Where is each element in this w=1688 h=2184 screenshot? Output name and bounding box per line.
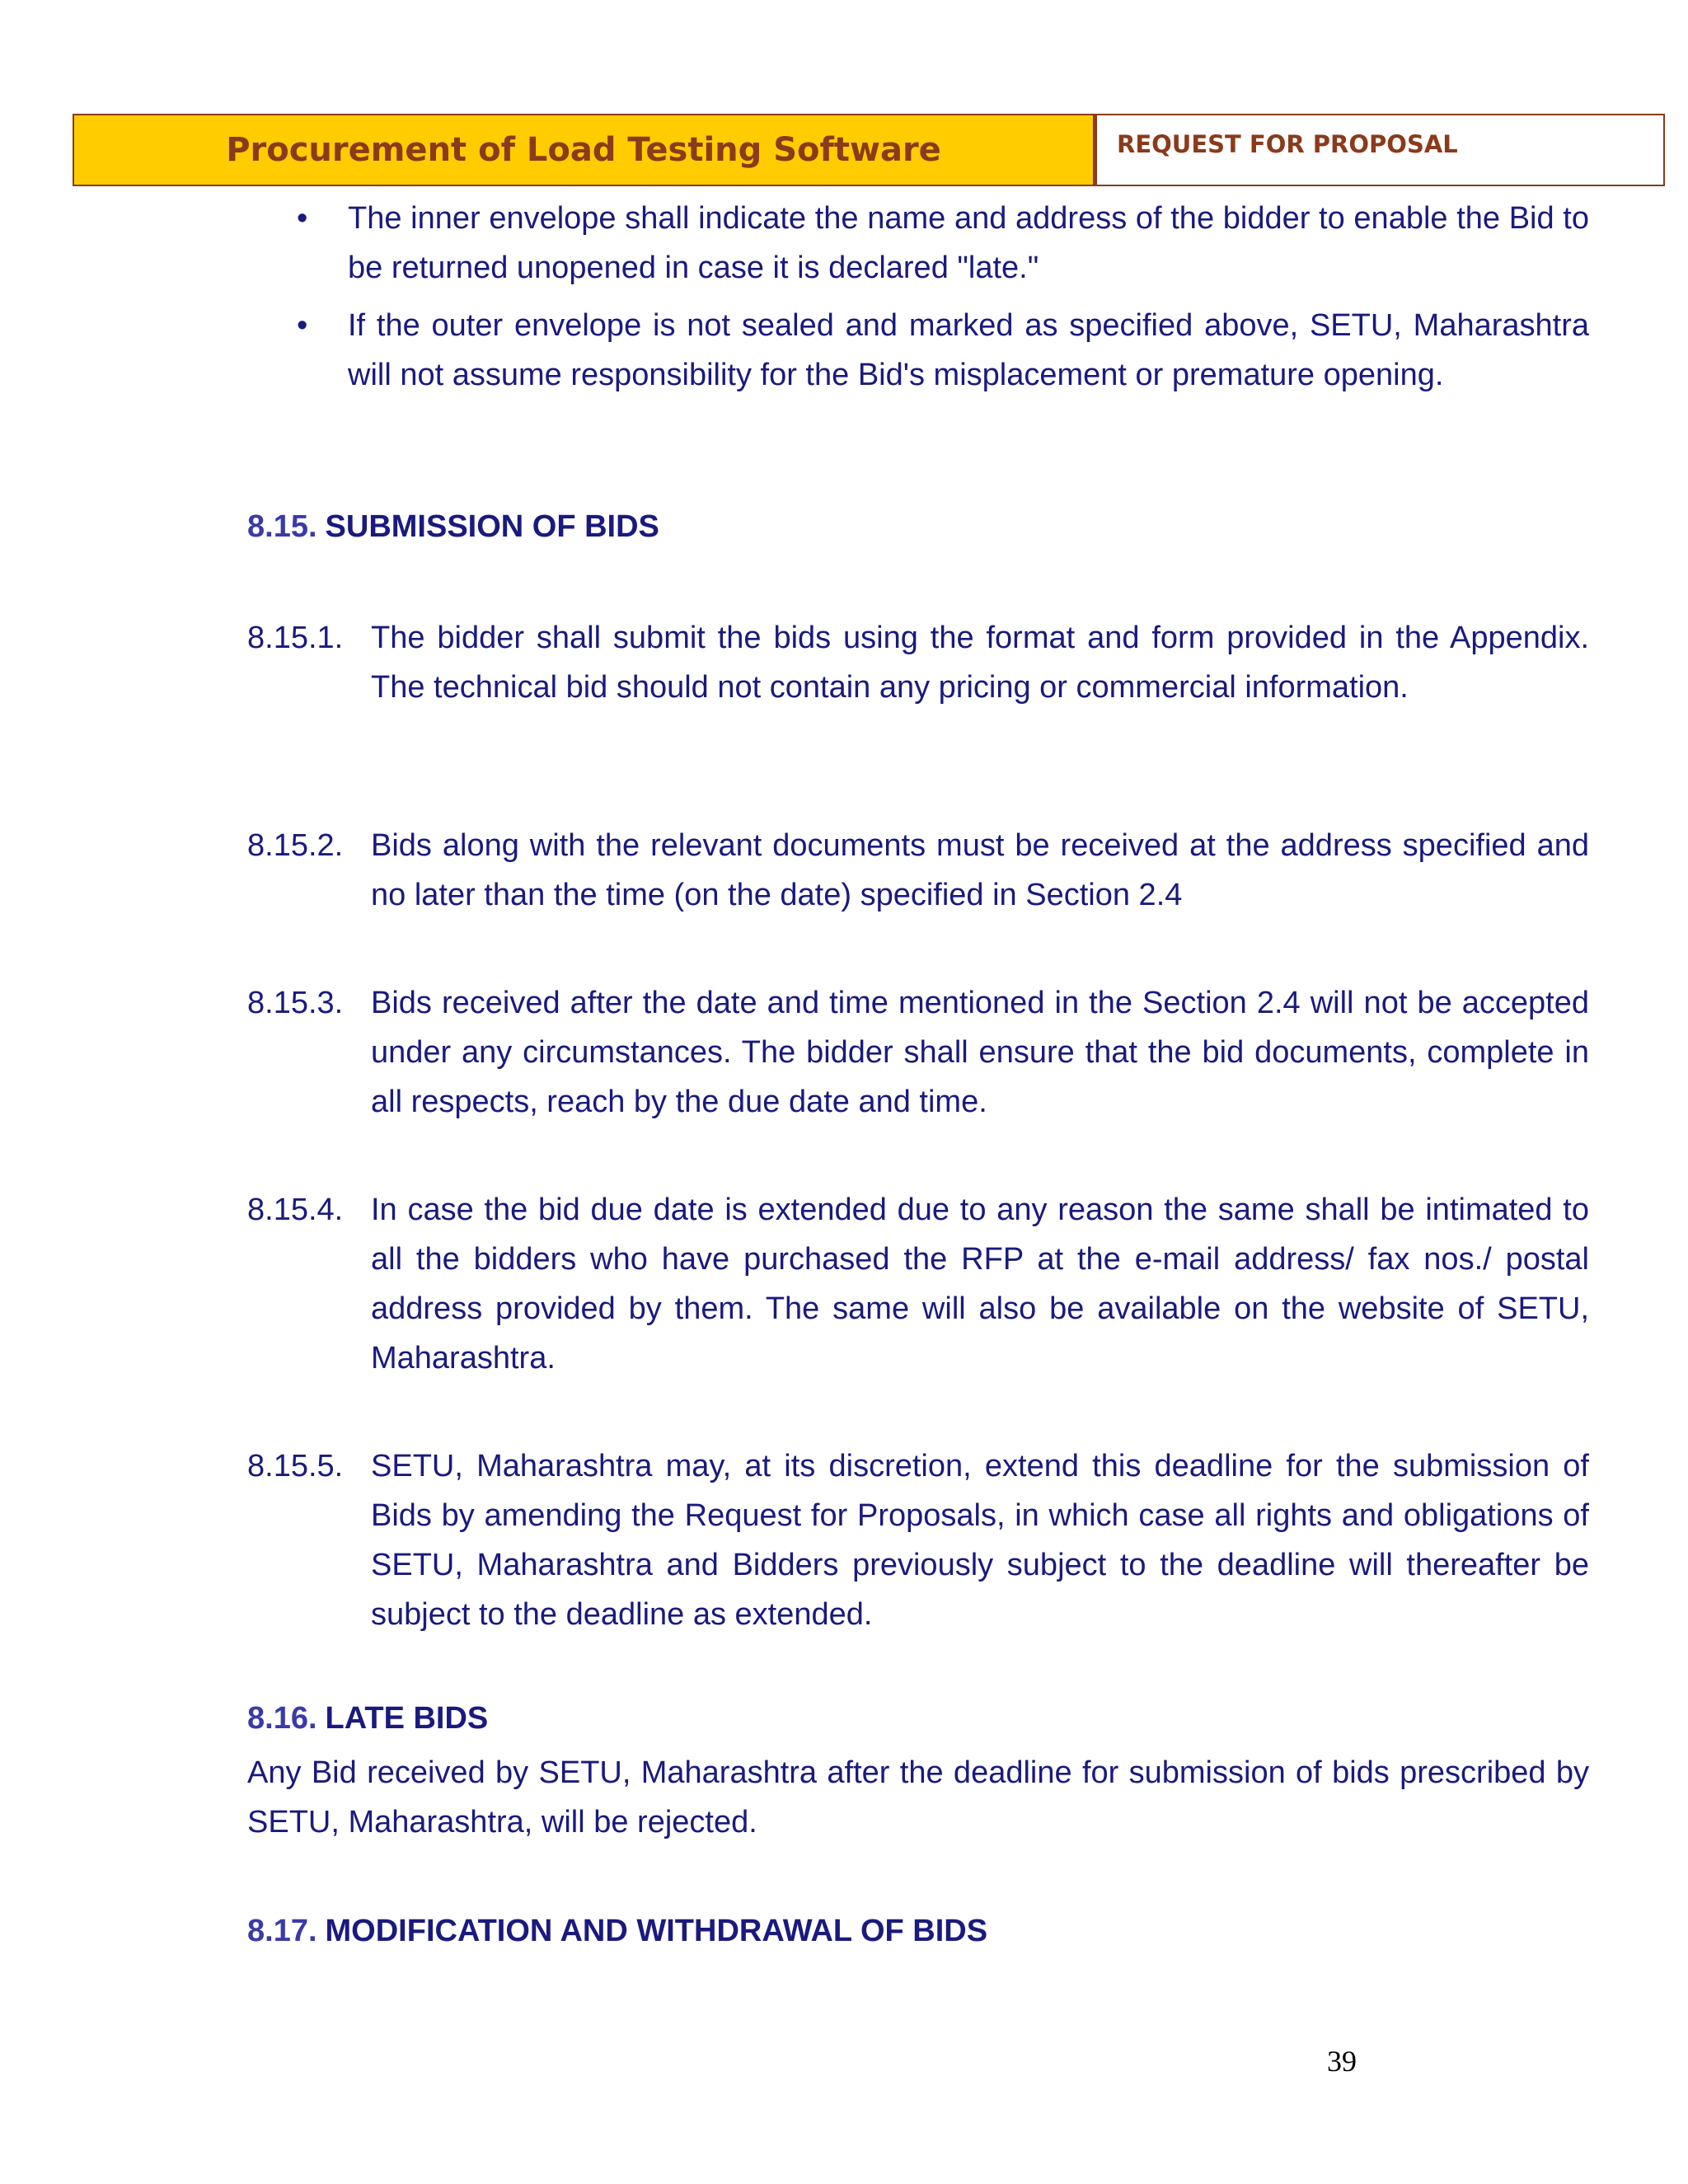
clause-number: 8.15.2. [247,828,344,863]
clause-8-15-2 [247,821,1589,920]
section-number: 8.15. [247,509,317,544]
section-heading-8-16 [247,1701,488,1736]
clause-number: 8.15.4. [247,1193,344,1227]
section-title: SUBMISSION OF BIDS [325,509,659,544]
clause-number: 8.15.3. [247,986,344,1020]
bullet-list [297,194,1589,408]
header-title: Procurement of Load Testing Software [73,114,1095,186]
clause-number: 8.15.1. [247,621,344,655]
clause-text: The bidder shall submit the bids using the format and form provided in the Appendix. The technical bid should not contain any pricing or commercial information. [371,621,1589,705]
clause-number: 8.15.5. [247,1449,344,1483]
section-title: LATE BIDS [325,1701,489,1736]
section-title: MODIFICATION AND WITHDRAWAL OF BIDS [325,1914,988,1948]
clause-text: Bids received after the date and time mentioned in the Section 2.4 will not be accepted under any circumstances. The bidder shall ensure that the bid documents, complete in all respects, reach by the due date and time. [371,986,1589,1119]
bullet-icon: • [297,308,308,343]
clause-8-15-3 [247,978,1589,1127]
late-bids-paragraph: Any Bid received by SETU, Maharashtra after the deadline for submission of bids prescribed by SETU, Maharashtra, will be rejected. [247,1755,1589,1840]
clause-text: In case the bid due date is extended due to any reason the same shall be intimated to all the bidders who have purchased the RFP at the e-mail address/ fax nos./ postal address provided by them. The same will also be available on the website of SETU, Maharashtra. [371,1193,1589,1376]
clause-8-15-5 [247,1441,1589,1639]
section-number: 8.16. [247,1701,317,1736]
bullet-icon: • [297,201,308,236]
clause-8-15-1 [247,613,1589,712]
header-subtitle: REQUEST FOR PROPOSAL [1095,114,1665,186]
clause-text: Bids along with the relevant documents must be received at the address specified and no later than the time (on the date) specified in Section 2.4 [371,828,1589,912]
section-heading-8-17 [247,1914,987,1949]
clause-8-15-4 [247,1185,1589,1383]
bullet-text: If the outer envelope is not sealed and marked as specified above, SETU, Maharashtra will not assume responsibility for the Bid's misplacement or premature opening. [348,308,1589,392]
section-heading-8-15 [247,509,659,545]
section-number: 8.17. [247,1914,317,1948]
bullet-item [297,194,1589,293]
page-number: 39 [1327,2045,1357,2078]
clause-text: SETU, Maharashtra may, at its discretion, extend this deadline for the submission of Bids by amending the Request for Proposals, in which case all rights and obligations of SETU, Maharashtra and Bidders previously subject to the deadline will thereafter be subject to the deadline as extended. [371,1449,1589,1632]
bullet-item [297,301,1589,400]
page-header [73,114,1665,190]
bullet-text: The inner envelope shall indicate the name and address of the bidder to enable the Bid to be returned unopened in case it is declared "late." [348,201,1589,285]
